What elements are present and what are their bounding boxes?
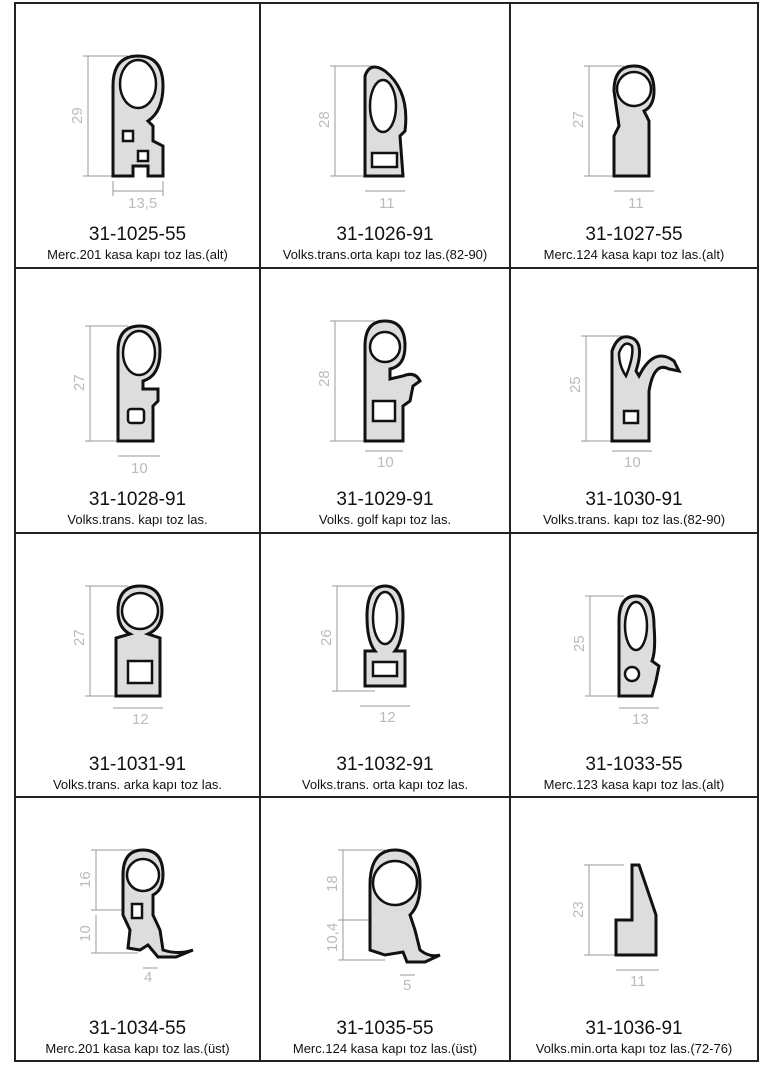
catalog-grid xyxy=(14,2,759,1062)
width-dimension: 12 xyxy=(131,711,149,728)
part-description: Merc.123 kasa kapı toz las.(alt) xyxy=(543,777,725,792)
part-description: Volks.trans. kapı toz las.(82-90) xyxy=(542,512,726,527)
width-dimension: 11 xyxy=(630,973,646,990)
width-dimension: 13 xyxy=(632,711,649,728)
width-dimension: 10 xyxy=(624,454,641,471)
catalog-cell xyxy=(16,4,261,269)
height-dimension: 27 xyxy=(70,374,88,391)
width-dimension: 12 xyxy=(379,709,396,726)
catalog-cell xyxy=(16,534,261,798)
profile-drawing-icon xyxy=(564,26,704,216)
profile-drawing-icon xyxy=(564,291,704,481)
part-description: Volks.trans. orta kapı toz las. xyxy=(301,777,469,792)
height-dimension: 25 xyxy=(571,635,588,652)
catalog-cell xyxy=(261,269,511,534)
width-dimension: 10 xyxy=(377,454,394,471)
part-description: Volks.trans. arka kapı toz las. xyxy=(52,777,223,792)
height-dimension: 27 xyxy=(570,111,587,128)
width-dimension: 10 xyxy=(130,460,148,477)
part-code: 31-1036-91 xyxy=(585,1018,683,1039)
part-description: Volks. golf kapı toz las. xyxy=(318,512,452,527)
width-dimension: 11 xyxy=(379,195,395,212)
catalog-cell xyxy=(261,798,511,1060)
height-dimension: 28 xyxy=(316,370,333,387)
part-code: 31-1026-91 xyxy=(336,224,434,245)
profile-drawing-icon xyxy=(68,820,208,1010)
catalog-cell xyxy=(261,4,511,269)
part-description: Merc.201 kasa kapı toz las.(alt) xyxy=(47,247,228,262)
profile-drawing-icon xyxy=(68,26,208,216)
profile-drawing-icon xyxy=(68,291,208,481)
part-code: 31-1028-91 xyxy=(88,489,187,510)
height-dimension: 16 xyxy=(76,871,94,888)
catalog-cell xyxy=(261,534,511,798)
profile-drawing-icon xyxy=(68,556,208,746)
part-code: 31-1033-55 xyxy=(585,754,683,775)
height-dimension: 28 xyxy=(316,111,333,128)
height-dimension: 25 xyxy=(567,376,584,393)
part-description: Merc.124 kasa kapı toz las.(üst) xyxy=(292,1041,478,1056)
catalog-cell xyxy=(511,4,757,269)
part-code: 31-1027-55 xyxy=(585,224,683,245)
part-description: Merc.201 kasa kapı toz las.(üst) xyxy=(45,1041,230,1056)
height-dimension: 29 xyxy=(68,107,86,124)
catalog-cell xyxy=(16,798,261,1060)
part-code: 31-1025-55 xyxy=(88,224,187,245)
part-code: 31-1029-91 xyxy=(336,489,434,510)
profile-drawing-icon xyxy=(564,556,704,746)
catalog-cell xyxy=(511,798,757,1060)
part-code: 31-1034-55 xyxy=(88,1018,187,1039)
part-description: Merc.124 kasa kapı toz las.(alt) xyxy=(543,247,725,262)
width-dimension: 11 xyxy=(628,195,644,212)
height-dimension: 26 xyxy=(318,629,335,646)
part-code: 31-1032-91 xyxy=(336,754,434,775)
part-code: 31-1030-91 xyxy=(585,489,683,510)
part-description: Volks.trans. kapı toz las. xyxy=(67,512,208,527)
part-code: 31-1031-91 xyxy=(88,754,187,775)
width-dimension: 4 xyxy=(143,969,152,986)
height-dimension: 23 xyxy=(570,901,587,918)
catalog-cell xyxy=(511,534,757,798)
part-description: Volks.trans.orta kapı toz las.(82-90) xyxy=(282,247,488,262)
part-description: Volks.min.orta kapı toz las.(72-76) xyxy=(535,1041,733,1056)
profile-drawing-icon xyxy=(315,291,455,481)
profile-drawing-icon xyxy=(564,820,704,1010)
height-dimension: 18 xyxy=(324,875,341,892)
width-dimension: 5 xyxy=(403,977,412,994)
profile-drawing-icon xyxy=(315,556,455,746)
profile-drawing-icon xyxy=(315,820,455,1010)
catalog-cell xyxy=(511,269,757,534)
height-dimension-secondary: 10,4 xyxy=(324,922,341,952)
height-dimension-secondary: 10 xyxy=(76,925,94,942)
height-dimension: 27 xyxy=(70,629,88,646)
catalog-cell xyxy=(16,269,261,534)
profile-drawing-icon xyxy=(315,26,455,216)
part-code: 31-1035-55 xyxy=(336,1018,434,1039)
width-dimension: 13,5 xyxy=(127,195,157,212)
